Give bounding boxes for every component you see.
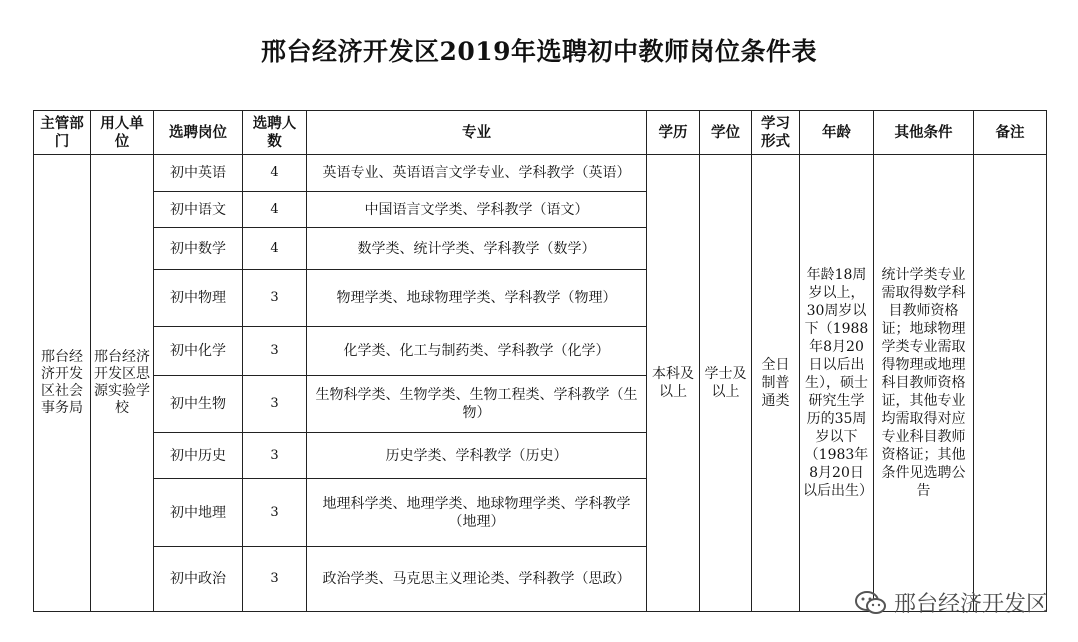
count-cell: 4: [243, 228, 307, 270]
unit-cell: 邢台经济开发区思源实验学校: [91, 155, 154, 612]
header-edu: 学历: [647, 111, 700, 155]
count-cell: 3: [243, 270, 307, 327]
post-cell: 初中生物: [154, 376, 243, 433]
major-cell: 中国语言文学类、学科教学（语文）: [307, 192, 647, 228]
form-cell: 全日制普通类: [752, 155, 800, 612]
wechat-icon: [854, 589, 888, 617]
major-cell: 政治学类、马克思主义理论类、学科教学（思政）: [307, 547, 647, 612]
count-cell: 4: [243, 155, 307, 192]
post-cell: 初中英语: [154, 155, 243, 192]
post-cell: 初中历史: [154, 433, 243, 479]
post-cell: 初中物理: [154, 270, 243, 327]
major-cell: 化学类、化工与制药类、学科教学（化学）: [307, 327, 647, 376]
count-cell: 3: [243, 376, 307, 433]
count-cell: 4: [243, 192, 307, 228]
major-cell: 英语专业、英语语言文学专业、学科教学（英语）: [307, 155, 647, 192]
count-cell: 3: [243, 479, 307, 547]
header-other: 其他条件: [874, 111, 974, 155]
header-post: 选聘岗位: [154, 111, 243, 155]
header-age: 年龄: [800, 111, 874, 155]
post-cell: 初中数学: [154, 228, 243, 270]
header-count: 选聘人数: [243, 111, 307, 155]
major-cell: 物理学类、地球物理学类、学科教学（物理）: [307, 270, 647, 327]
major-cell: 历史学类、学科教学（历史）: [307, 433, 647, 479]
other-cell: 统计学类专业需取得数学科目教师资格证；地球物理学类专业需取得物理或地理科目教师资格证，其他专业均需取得对应专业科目教师资格证；其他条件见选聘公告: [874, 155, 974, 612]
watermark: [854, 587, 1048, 618]
major-cell: 生物科学类、生物学类、生物工程类、学科教学（生物）: [307, 376, 647, 433]
header-unit: 用人单位: [91, 111, 154, 155]
table-row: [34, 155, 1047, 192]
page-title: 邢台经济开发区2019年选聘初中教师岗位条件表: [260, 37, 818, 66]
header-row: [34, 111, 1047, 155]
header-note: 备注: [974, 111, 1047, 155]
post-cell: 初中语文: [154, 192, 243, 228]
edu-cell: 本科及以上: [647, 155, 700, 612]
count-cell: 3: [243, 327, 307, 376]
age-cell: 年龄18周岁以上，30周岁以下（1988年8月20日以后出生），硕士研究生学历的35周岁以下（1983年8月20日以后出生）: [800, 155, 874, 612]
major-cell: 地理科学类、地理学类、地球物理学类、学科教学（地理）: [307, 479, 647, 547]
header-dept: 主管部门: [34, 111, 91, 155]
note-cell: [974, 155, 1047, 612]
header-major: 专业: [307, 111, 647, 155]
degree-cell: 学士及以上: [700, 155, 752, 612]
count-cell: 3: [243, 433, 307, 479]
count-cell: 3: [243, 547, 307, 612]
post-cell: 初中政治: [154, 547, 243, 612]
position-table: [33, 110, 1047, 612]
post-cell: 初中地理: [154, 479, 243, 547]
header-form: 学习形式: [752, 111, 800, 155]
post-cell: 初中化学: [154, 327, 243, 376]
header-degree: 学位: [700, 111, 752, 155]
dept-cell: 邢台经济开发区社会事务局: [34, 155, 91, 612]
major-cell: 数学类、统计学类、学科教学（数学）: [307, 228, 647, 270]
watermark-text: 邢台经济开发区: [893, 592, 1048, 617]
